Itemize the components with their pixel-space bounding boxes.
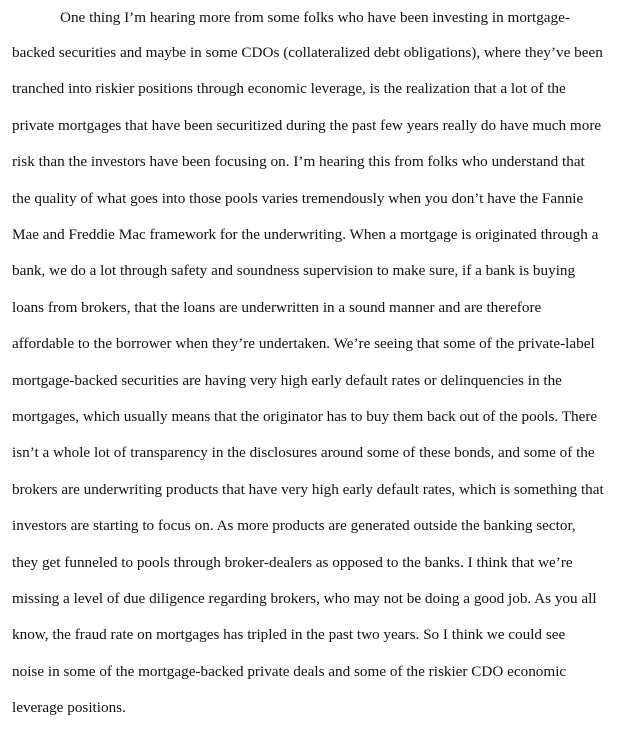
paragraph-line: private mortgages that have been securitized during the past few years really do have much more	[12, 117, 602, 134]
paragraph-line: Mae and Freddie Mac framework for the underwriting. When a mortgage is originated through a	[12, 226, 599, 243]
paragraph-line: leverage positions.	[12, 699, 126, 716]
paragraph-line: the quality of what goes into those pools varies tremendously when you don’t have the Fannie	[12, 190, 584, 207]
paragraph-line: bank, we do a lot through safety and soundness supervision to make sure, if a bank is buying	[12, 262, 576, 279]
paragraph-line: backed securities and maybe in some CDOs (collateralized debt obligations), where they’ve been	[12, 44, 603, 61]
paragraph-line: missing a level of due diligence regarding brokers, who may not be doing a good job. As you all	[12, 590, 597, 607]
paragraph-line: One thing I’m hearing more from some folks who have been investing in mortgage-	[60, 9, 570, 26]
paragraph-line: mortgages, which usually means that the originator has to buy them back out of the pools. There	[12, 408, 598, 425]
paragraph-line: investors are starting to focus on. As more products are generated outside the banking sector,	[12, 517, 576, 534]
paragraph-line: know, the fraud rate on mortgages has tripled in the past two years. So I think we could see	[12, 626, 566, 643]
paragraph-line: mortgage-backed securities are having very high early default rates or delinquencies in the	[12, 372, 562, 389]
paragraph-line: affordable to the borrower when they’re undertaken. We’re seeing that some of the private-label	[12, 335, 595, 352]
paragraph-line: brokers are underwriting products that have very high early default rates, which is something that	[12, 481, 604, 498]
paragraph-line: they get funneled to pools through broker-dealers as opposed to the banks. I think that we’re	[12, 554, 573, 571]
paragraph-line: isn’t a whole lot of transparency in the disclosures around some of these bonds, and some of the	[12, 444, 595, 461]
paragraph-line: risk than the investors have been focusing on. I’m hearing this from folks who understand that	[12, 153, 585, 170]
paragraph-line: loans from brokers, that the loans are underwritten in a sound manner and are therefore	[12, 299, 542, 316]
paragraph-line: noise in some of the mortgage-backed private deals and some of the riskier CDO economic	[12, 663, 567, 680]
paragraph-line: tranched into riskier positions through economic leverage, is the realization that a lot of the	[12, 80, 566, 97]
